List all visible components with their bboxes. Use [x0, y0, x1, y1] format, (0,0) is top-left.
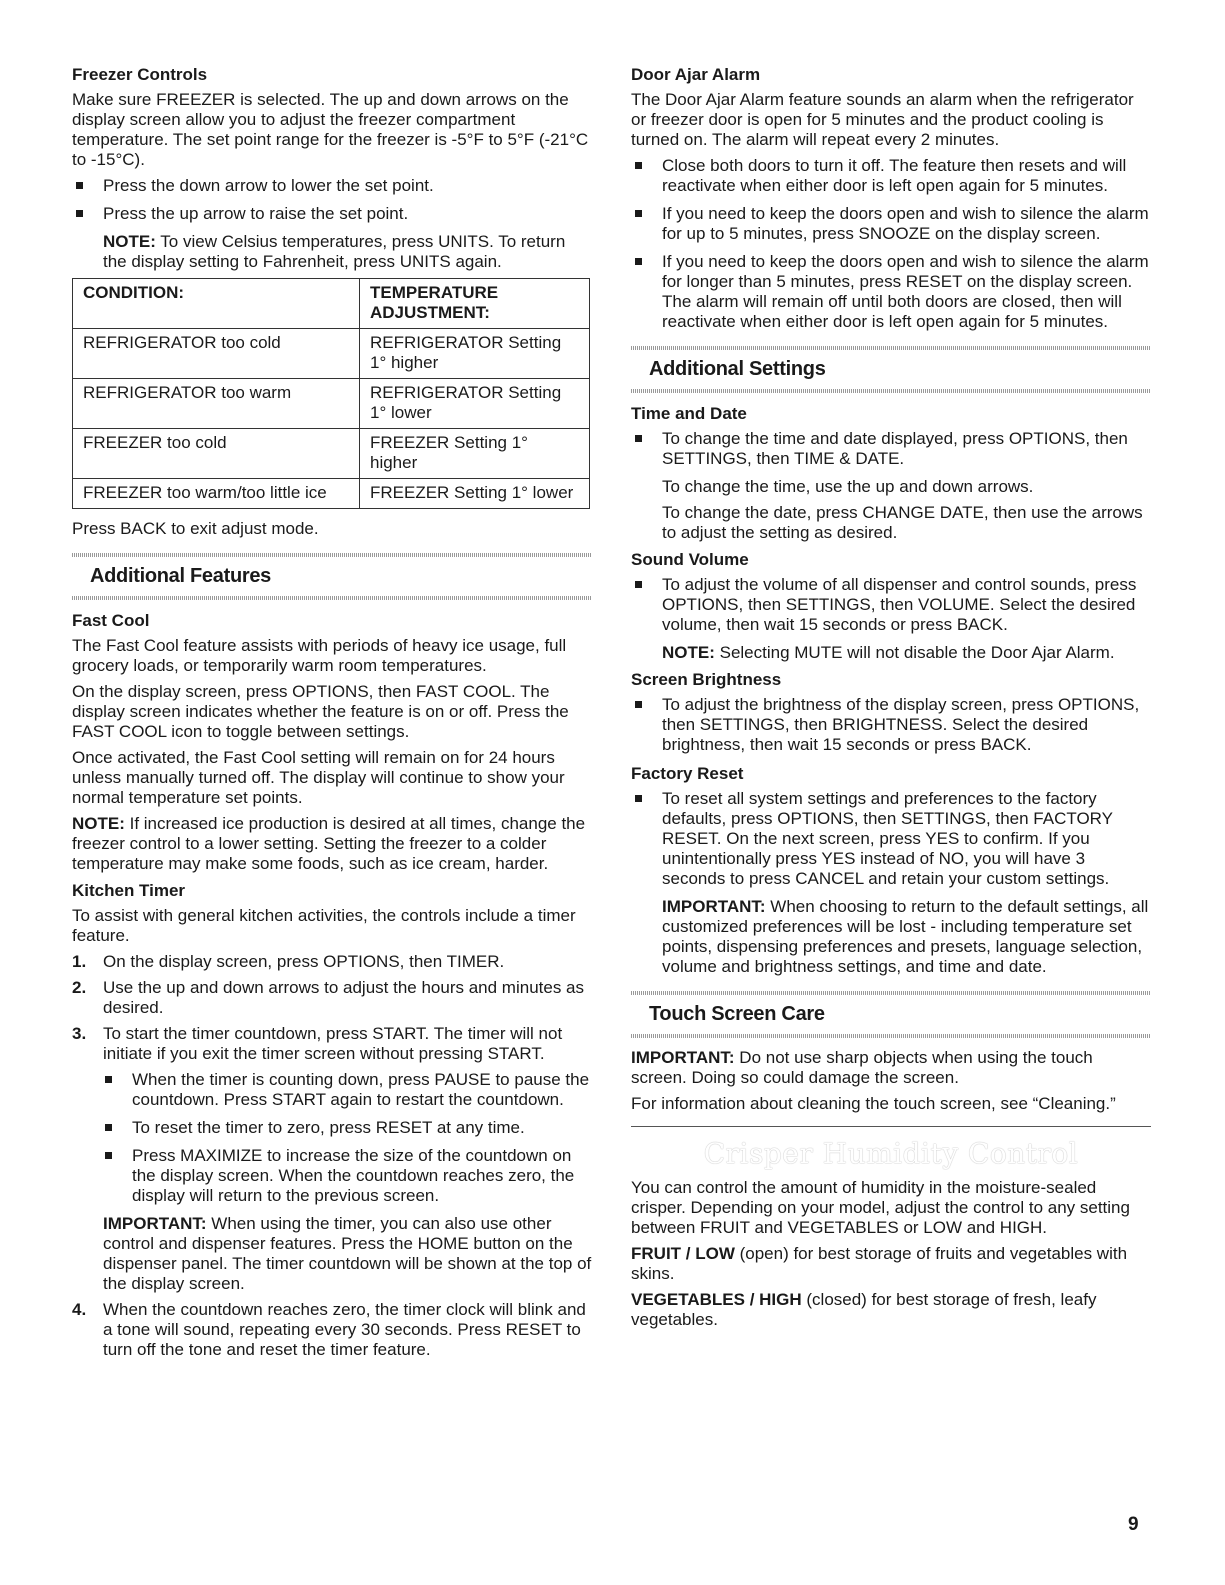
divider: [631, 1126, 1151, 1127]
freezer-note: [72, 232, 592, 272]
step-number: 1.: [72, 952, 87, 971]
door-ajar-bullet: If you need to keep the doors open and wish to silence the alarm for up to 5 minutes, press SNOOZE on the display screen.: [631, 204, 1151, 244]
kitchen-timer-intro: To assist with general kitchen activities, the controls include a timer feature.: [72, 906, 576, 945]
crisper-vegetables: [631, 1290, 1151, 1330]
time-date-heading: Time and Date: [631, 404, 747, 423]
table-header-adjustment: TEMPERATURE ADJUSTMENT:: [360, 279, 590, 329]
important-label: IMPORTANT:: [103, 1214, 207, 1233]
important-text: When choosing to return to the default settings, all customized preferences will be lost - including temperature set points, dispensing preferences and presets, language selection, volume and brightness settings, and time and date.: [662, 897, 1149, 976]
time-date-bullet: To change the time and date displayed, press OPTIONS, then SETTINGS, then TIME & DATE.: [631, 429, 1151, 469]
section-heading-text: Additional Settings: [649, 358, 826, 380]
freezer-bullet: Press the up arrow to raise the set point.: [72, 204, 592, 224]
sound-volume-note: [631, 643, 1151, 663]
table-header-condition: CONDITION:: [73, 279, 360, 329]
step-number: 2.: [72, 978, 87, 997]
step-text: To start the timer countdown, press START. The timer will not initiate if you exit the timer screen without pressing START.: [103, 1024, 563, 1063]
table-cell: REFRIGERATOR Setting 1° lower: [360, 379, 590, 429]
touch-cleaning-ref: For information about cleaning the touch screen, see “Cleaning.”: [631, 1094, 1116, 1113]
crisper-heading: Crisper Humidity Control: [703, 1137, 1079, 1170]
fast-cool-note: [72, 814, 592, 874]
sound-volume-bullet: To adjust the volume of all dispenser and control sounds, press OPTIONS, then SETTINGS, then VOLUME. Select the desired volume, then wait 15 seconds or press BACK.: [631, 575, 1151, 635]
important-label: IMPORTANT:: [662, 897, 766, 916]
step-number: 4.: [72, 1300, 87, 1319]
note-text: Selecting MUTE will not disable the Door Ajar Alarm.: [714, 643, 1115, 662]
fast-cool-heading: Fast Cool: [72, 611, 150, 630]
temperature-adjustment-table: [72, 278, 590, 509]
vegetables-text: (closed) for best storage of fresh, leafy vegetables.: [631, 1290, 1097, 1329]
important-text: When using the timer, you can also use other control and dispenser features. Press the HOME button on the dispenser panel. The timer countdown will be shown at the top of the display screen.: [103, 1214, 592, 1293]
note-label: NOTE:: [662, 643, 715, 662]
table-cell: FREEZER too warm/too little ice: [73, 479, 360, 509]
step-number: 3.: [72, 1024, 87, 1043]
kitchen-timer-heading: Kitchen Timer: [72, 881, 186, 900]
crisper-fruit: [631, 1244, 1151, 1284]
section-heading-additional-features: [72, 553, 592, 600]
important-text: Do not use sharp objects when using the touch screen. Doing so could damage the screen.: [631, 1048, 1093, 1087]
timer-sub-bullet: Press MAXIMIZE to increase the size of the countdown on the display screen. When the countdown reaches zero, the display will return to the previous screen.: [72, 1146, 592, 1206]
timer-step: [72, 1024, 592, 1064]
timer-step: [72, 978, 592, 1018]
screen-brightness-bullet: To adjust the brightness of the display screen, press OPTIONS, then SETTINGS, then BRIGHTNESS. Select the desired brightness, then wait 15 seconds or press BACK.: [631, 695, 1151, 755]
sound-volume-heading: Sound Volume: [631, 550, 749, 569]
time-date-p2: To change the date, press CHANGE DATE, then use the arrows to adjust the setting as desired.: [662, 503, 1143, 542]
note-text: If increased ice production is desired at all times, change the freezer control to a lower setting. Setting the freezer to a colder temperature may make some foods, such as ice cream, harder.: [72, 814, 586, 873]
section-heading-touch-screen-care: [631, 991, 1151, 1038]
table-cell: FREEZER too cold: [73, 429, 360, 479]
door-ajar-heading: Door Ajar Alarm: [631, 65, 761, 84]
table-cell: REFRIGERATOR too warm: [73, 379, 360, 429]
note-label: NOTE:: [72, 814, 125, 833]
table-row: [73, 479, 590, 509]
press-back-text: Press BACK to exit adjust mode.: [72, 519, 319, 538]
factory-reset-important: [631, 897, 1151, 977]
table-cell: REFRIGERATOR Setting 1° higher: [360, 329, 590, 379]
touch-important: [631, 1048, 1151, 1088]
note-text: To view Celsius temperatures, press UNITS. To return the display setting to Fahrenheit, press UNITS again.: [103, 232, 566, 271]
table-cell: FREEZER Setting 1° lower: [360, 479, 590, 509]
door-ajar-bullet: Close both doors to turn it off. The feature then resets and will reactivate when either door is left open again for 5 minutes.: [631, 156, 1151, 196]
freezer-controls-intro: Make sure FREEZER is selected. The up and down arrows on the display screen allow you to adjust the freezer compartment temperature. The set point range for the freezer is -5°F to 5°F (-21°C to -15°C).: [72, 90, 589, 169]
freezer-controls-heading: Freezer Controls: [72, 65, 208, 84]
step-text: On the display screen, press OPTIONS, then TIMER.: [103, 952, 505, 971]
time-date-p1: To change the time, use the up and down arrows.: [662, 477, 1034, 496]
timer-sub-bullet: When the timer is counting down, press PAUSE to pause the countdown. Press START again to restart the countdown.: [72, 1070, 592, 1110]
left-column: [72, 64, 592, 1366]
note-label: NOTE:: [103, 232, 156, 251]
right-column: [631, 64, 1151, 1336]
fast-cool-p2: On the display screen, press OPTIONS, then FAST COOL. The display screen indicates whether the feature is on or off. Press the FAST COOL icon to toggle between settings.: [72, 682, 569, 741]
crisper-intro: You can control the amount of humidity in the moisture-sealed crisper. Depending on your model, adjust the control to any setting between FRUIT and VEGETABLES or LOW and HIGH.: [631, 1178, 1130, 1237]
freezer-bullet: Press the down arrow to lower the set point.: [72, 176, 592, 196]
section-heading-additional-settings: [631, 346, 1151, 393]
table-row: [73, 329, 590, 379]
timer-sub-bullet: To reset the timer to zero, press RESET at any time.: [72, 1118, 592, 1138]
fast-cool-p3: Once activated, the Fast Cool setting will remain on for 24 hours unless manually turned off. The display will continue to show your normal temperature set points.: [72, 748, 565, 807]
timer-sub-bullets: [72, 1070, 592, 1206]
table-cell: REFRIGERATOR too cold: [73, 329, 360, 379]
door-ajar-bullet: If you need to keep the doors open and wish to silence the alarm for longer than 5 minutes, press RESET on the display screen. The alarm will remain off until both doors are closed, then will reactivate when either door is left open again for 5 minutes.: [631, 252, 1151, 332]
table-header-row: [73, 279, 590, 329]
page-number: 9: [1128, 1514, 1139, 1535]
table-row: [73, 379, 590, 429]
table-cell: FREEZER Setting 1° higher: [360, 429, 590, 479]
timer-step: [72, 952, 592, 972]
vegetables-label: VEGETABLES / HIGH: [631, 1290, 802, 1309]
table-row: [73, 429, 590, 479]
section-heading-text: Additional Features: [90, 565, 271, 587]
screen-brightness-heading: Screen Brightness: [631, 670, 782, 689]
factory-reset-heading: Factory Reset: [631, 764, 744, 783]
section-heading-text: Touch Screen Care: [649, 1003, 825, 1025]
important-label: IMPORTANT:: [631, 1048, 735, 1067]
door-ajar-intro: The Door Ajar Alarm feature sounds an alarm when the refrigerator or freezer door is open for 5 minutes and the product cooling is turned on. The alarm will repeat every 2 minutes.: [631, 90, 1134, 149]
factory-reset-bullet: To reset all system settings and preferences to the factory defaults, press OPTIONS, then SETTINGS, then FACTORY RESET. On the next screen, press YES to confirm. If you unintentionally press YES instead of NO, you will have 3 seconds to press CANCEL and retain your custom settings.: [631, 789, 1151, 889]
fast-cool-p1: The Fast Cool feature assists with periods of heavy ice usage, full grocery loads, or temporarily warm room temperatures.: [72, 636, 567, 675]
timer-important: [72, 1214, 592, 1294]
step-text: Use the up and down arrows to adjust the hours and minutes as desired.: [103, 978, 585, 1017]
step-text: When the countdown reaches zero, the timer clock will blink and a tone will sound, repeating every 30 seconds. Press RESET to turn off the tone and reset the timer feature.: [103, 1300, 586, 1359]
fruit-label: FRUIT / LOW: [631, 1244, 735, 1263]
fruit-text: (open) for best storage of fruits and vegetables with skins.: [631, 1244, 1128, 1283]
timer-step: [72, 1300, 592, 1360]
